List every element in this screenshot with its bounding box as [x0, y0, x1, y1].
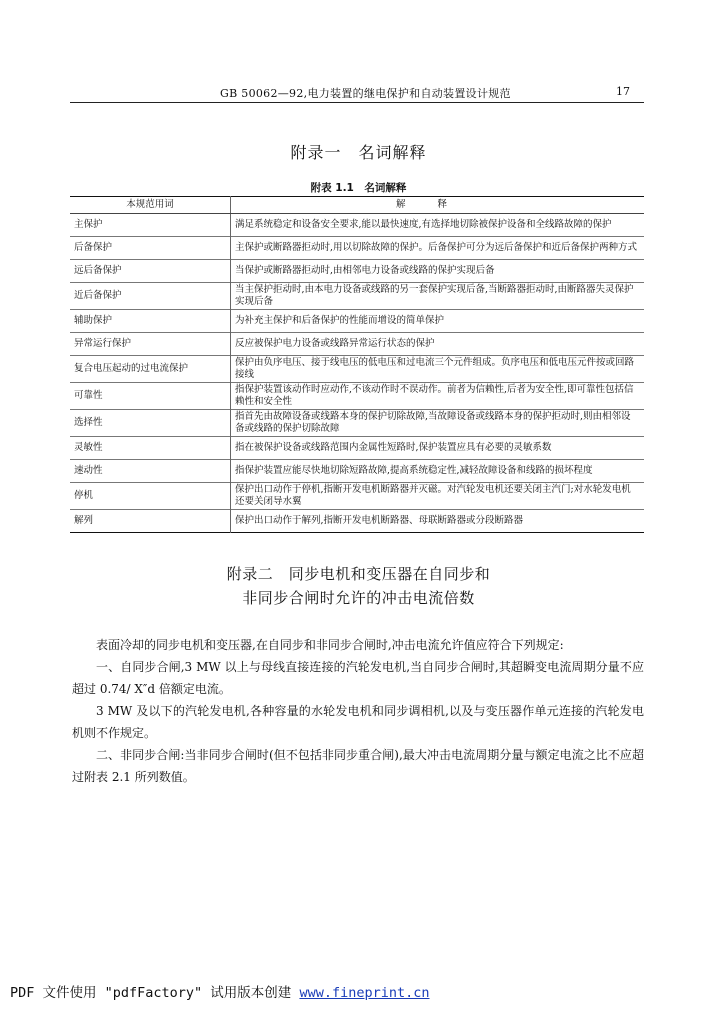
definition-cell: 指保护装置应能尽快地切除短路故障,提高系统稳定性,减轻故障设备和线路的损坏程度 — [231, 460, 645, 483]
term-cell: 灵敏性 — [70, 437, 231, 460]
table-row — [70, 510, 644, 533]
term-cell: 可靠性 — [70, 383, 231, 410]
table-row — [70, 460, 644, 483]
appendix2-body — [72, 634, 644, 788]
column-header-definition: 解释 — [231, 197, 645, 214]
term-cell: 远后备保护 — [70, 260, 231, 283]
table-header-row — [70, 197, 644, 214]
table-row — [70, 333, 644, 356]
appendix1-title: 附录一 名词解释 — [290, 143, 427, 162]
term-cell: 辅助保护 — [70, 310, 231, 333]
term-cell: 停机 — [70, 483, 231, 510]
header-title: GB 50062—92,电力装置的继电保护和自动装置设计规范 — [220, 87, 511, 100]
definition-cell: 满足系统稳定和设备安全要求,能以最快速度,有选择地切除被保护设备和全线路故障的保护 — [231, 214, 645, 237]
paragraph: 二、非同步合闸:当非同步合闸时(但不包括非同步重合闸),最大冲击电流周期分量与额定电流之比不应超过附表 2.1 所列数值。 — [72, 748, 644, 784]
table-row — [70, 483, 644, 510]
appendix2-title — [0, 562, 717, 610]
definition-cell: 指首先由故障设备或线路本身的保护切除故障,当故障设备或线路本身的保护拒动时,则由相邻设备或线路的保护切除故障 — [231, 410, 645, 437]
table-row — [70, 283, 644, 310]
term-cell: 后备保护 — [70, 237, 231, 260]
term-cell: 复合电压起动的过电流保护 — [70, 356, 231, 383]
definition-cell: 反应被保护电力设备或线路异常运行状态的保护 — [231, 333, 645, 356]
definition-cell: 指在被保护设备或线路范围内金属性短路时,保护装置应具有必要的灵敏系数 — [231, 437, 645, 460]
table-row — [70, 410, 644, 437]
term-cell: 异常运行保护 — [70, 333, 231, 356]
table-row — [70, 383, 644, 410]
footer-text: PDF 文件使用 "pdfFactory" 试用版本创建 — [10, 985, 300, 1001]
definition-cell: 保护出口动作于解列,指断开发电机断路器、母联断路器或分段断路器 — [231, 510, 645, 533]
appendix2-title-line2: 非同步合闸时允许的冲击电流倍数 — [242, 589, 475, 607]
page-header — [70, 84, 644, 103]
table-row — [70, 310, 644, 333]
definition-cell: 为补充主保护和后备保护的性能而增设的简单保护 — [231, 310, 645, 333]
pdf-footer — [10, 981, 429, 1001]
term-cell: 解列 — [70, 510, 231, 533]
term-cell: 主保护 — [70, 214, 231, 237]
definition-cell: 当保护或断路器拒动时,由相邻电力设备或线路的保护实现后备 — [231, 260, 645, 283]
table-row — [70, 237, 644, 260]
table-caption: 附表 1.1 名词解释 — [310, 182, 407, 194]
definition-cell: 保护由负序电压、接于线电压的低电压和过电流三个元件组成。负序电压和低电压元件按或回路接线 — [231, 356, 645, 383]
column-header-term: 本规范用词 — [70, 197, 231, 214]
table-row — [70, 260, 644, 283]
definition-cell: 保护出口动作于停机,指断开发电机断路器并灭磁。对汽轮发电机还要关闭主汽门;对水轮发电机还要关闭导水翼 — [231, 483, 645, 510]
term-cell: 近后备保护 — [70, 283, 231, 310]
paragraph: 一、自同步合闸,3 MW 以上与母线直接连接的汽轮发电机,当自同步合闸时,其超瞬变电流周期分量不应超过 0.74/ X″d 倍额定电流。 — [72, 660, 644, 696]
terms-table — [70, 196, 644, 533]
paragraph: 3 MW 及以下的汽轮发电机,各种容量的水轮发电机和同步调相机,以及与变压器作单元连接的汽轮发电机则不作规定。 — [72, 704, 644, 740]
table-row — [70, 356, 644, 383]
definition-cell: 主保护或断路器拒动时,用以切除故障的保护。后备保护可分为远后备保护和近后备保护两种方式 — [231, 237, 645, 260]
table-row — [70, 214, 644, 237]
appendix2-title-line1: 附录二 同步电机和变压器在自同步和 — [226, 565, 491, 583]
footer-link[interactable]: www.fineprint.cn — [299, 985, 430, 1001]
page-number: 17 — [616, 85, 630, 98]
paragraph: 表面冷却的同步电机和变压器,在自同步和非同步合闸时,冲击电流允许值应符合下列规定: — [96, 638, 564, 652]
term-cell: 选择性 — [70, 410, 231, 437]
table-row — [70, 437, 644, 460]
definition-cell: 当主保护拒动时,由本电力设备或线路的另一套保护实现后备,当断路器拒动时,由断路器失灵保护实现后备 — [231, 283, 645, 310]
definition-cell: 指保护装置该动作时应动作,不该动作时不误动作。前者为信赖性,后者为安全性,即可靠性包括信赖性和安全性 — [231, 383, 645, 410]
term-cell: 速动性 — [70, 460, 231, 483]
